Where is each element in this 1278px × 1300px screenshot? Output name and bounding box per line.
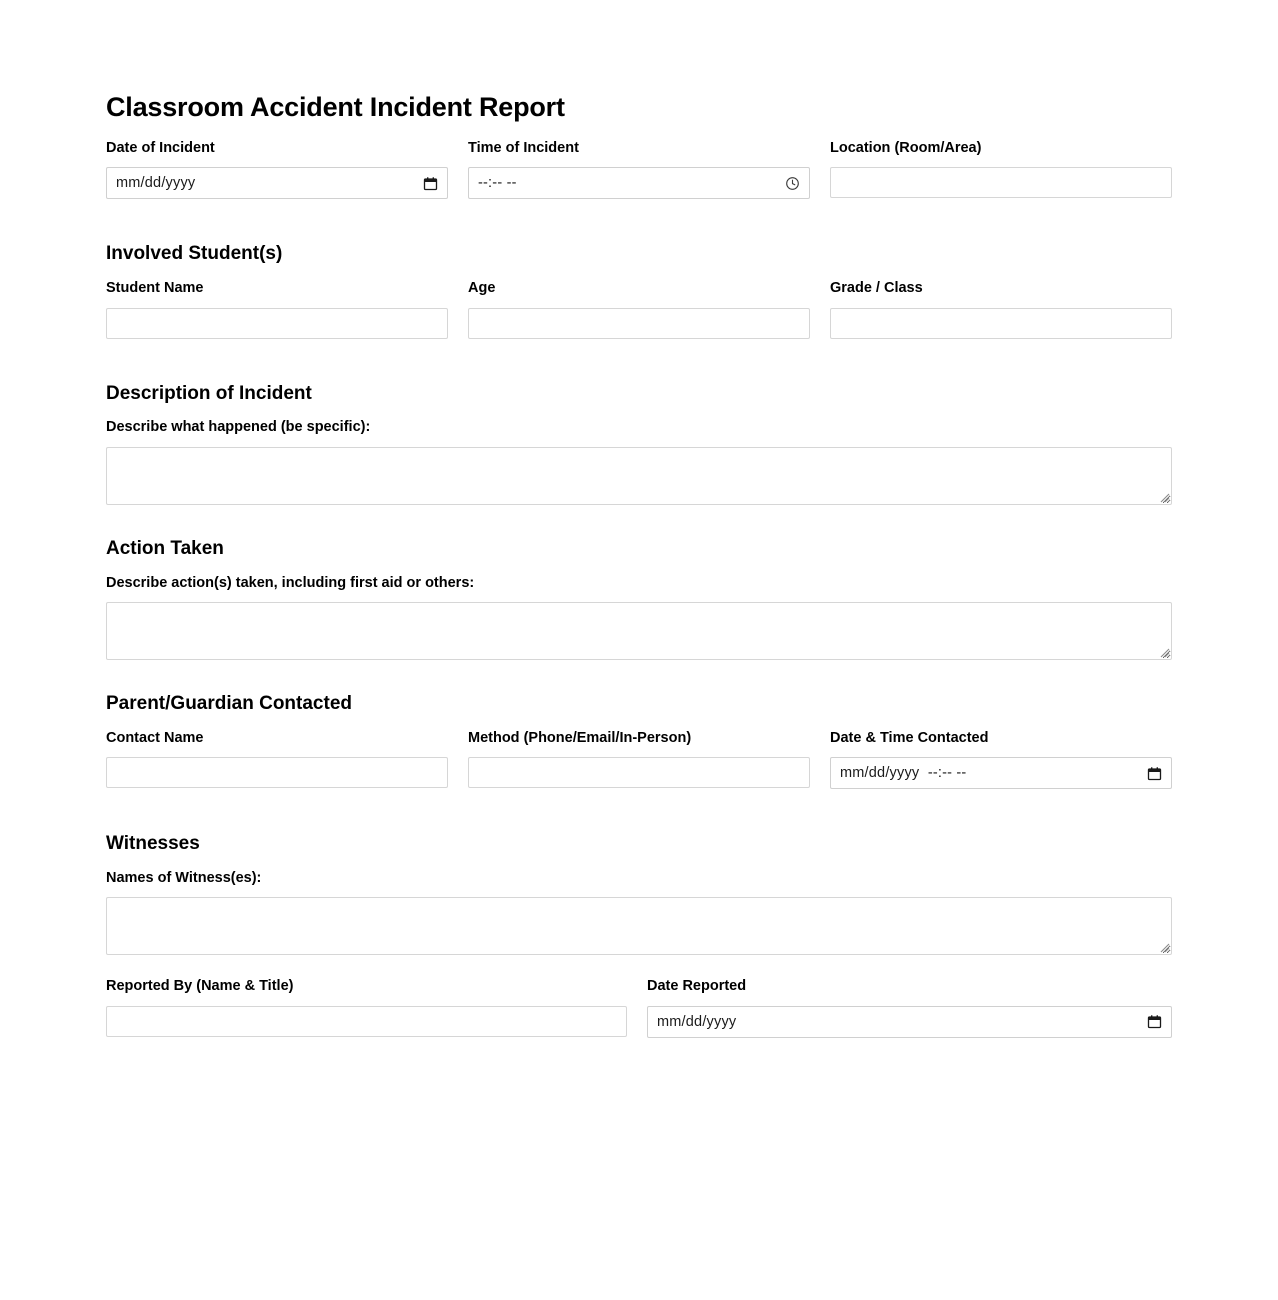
student-age-input[interactable] (468, 308, 810, 339)
student-grade-input[interactable] (830, 308, 1172, 339)
section-title-action-taken: Action Taken (106, 537, 224, 559)
calendar-icon[interactable] (1147, 1014, 1162, 1029)
date-reported-label: Date Reported (647, 978, 747, 995)
date-of-incident-label: Date of Incident (106, 140, 215, 157)
description-textarea-wrap (106, 447, 1172, 505)
date-of-incident-field (106, 140, 448, 199)
spacer (106, 660, 1172, 693)
contact-datetime-separator (919, 765, 927, 781)
description-label: Describe what happened (be specific): (106, 419, 371, 436)
contact-datetime-date-placeholder: mm/dd/yyyy (840, 765, 920, 782)
reported-by-input[interactable] (106, 1006, 627, 1037)
section-title-witnesses: Witnesses (106, 833, 200, 855)
date-reported-placeholder: mm/dd/yyyy (657, 1013, 737, 1030)
reported-by-field (106, 978, 627, 1037)
student-age-label: Age (468, 280, 496, 297)
contact-name-label: Contact Name (106, 729, 204, 746)
page-title: Classroom Accident Incident Report (106, 92, 565, 122)
student-name-input[interactable] (106, 308, 448, 339)
description-textarea[interactable] (106, 447, 1172, 505)
time-of-incident-label: Time of Incident (468, 140, 579, 157)
spacer (106, 339, 1172, 383)
witnesses-textarea-wrap (106, 897, 1172, 955)
witnesses-field (106, 870, 1172, 955)
contact-method-label: Method (Phone/Email/In-Person) (468, 729, 692, 746)
location-label: Location (Room/Area) (830, 140, 982, 157)
spacer (106, 789, 1172, 833)
incident-report-form (106, 92, 1172, 1038)
contact-method-input[interactable] (468, 757, 810, 788)
student-name-field (106, 280, 448, 338)
student-grade-label: Grade / Class (830, 280, 923, 297)
date-reported-input[interactable] (647, 1006, 1172, 1038)
date-of-incident-placeholder: mm/dd/yyyy (116, 175, 196, 192)
report-footer-row (106, 978, 1172, 1037)
time-of-incident-placeholder: --:-- -- (478, 175, 517, 192)
contact-datetime-input[interactable] (830, 757, 1172, 789)
contact-name-field (106, 730, 448, 789)
contact-datetime-label: Date & Time Contacted (830, 729, 989, 746)
action-taken-textarea-wrap (106, 602, 1172, 660)
involved-students-row (106, 280, 1172, 338)
spacer (106, 199, 1172, 243)
location-field (830, 140, 1172, 199)
calendar-icon[interactable] (1147, 766, 1162, 781)
witnesses-label: Names of Witness(es): (106, 869, 262, 886)
reported-by-label: Reported By (Name & Title) (106, 978, 294, 995)
contact-datetime-time-placeholder: --:-- -- (927, 765, 967, 782)
action-taken-label: Describe action(s) taken, including first aid or others: (106, 574, 475, 591)
calendar-icon[interactable] (423, 176, 438, 191)
contact-method-field (468, 730, 810, 789)
student-name-label: Student Name (106, 280, 204, 297)
contact-name-input[interactable] (106, 757, 448, 788)
time-of-incident-input[interactable] (468, 167, 810, 199)
incident-basics-row (106, 140, 1172, 199)
date-of-incident-input[interactable] (106, 167, 448, 199)
action-taken-field (106, 575, 1172, 660)
contact-datetime-field (830, 730, 1172, 789)
section-title-involved-students: Involved Student(s) (106, 243, 283, 265)
spacer (106, 505, 1172, 538)
description-field (106, 419, 1172, 504)
student-grade-field (830, 280, 1172, 338)
student-age-field (468, 280, 810, 338)
witnesses-textarea[interactable] (106, 897, 1172, 955)
clock-icon[interactable] (785, 176, 800, 191)
parent-guardian-row (106, 730, 1172, 789)
location-input[interactable] (830, 167, 1172, 198)
time-of-incident-field (468, 140, 810, 199)
section-title-parent-guardian: Parent/Guardian Contacted (106, 693, 352, 714)
section-title-description: Description of Incident (106, 382, 312, 404)
date-reported-field (647, 978, 1172, 1037)
action-taken-textarea[interactable] (106, 602, 1172, 660)
spacer (106, 955, 1172, 978)
